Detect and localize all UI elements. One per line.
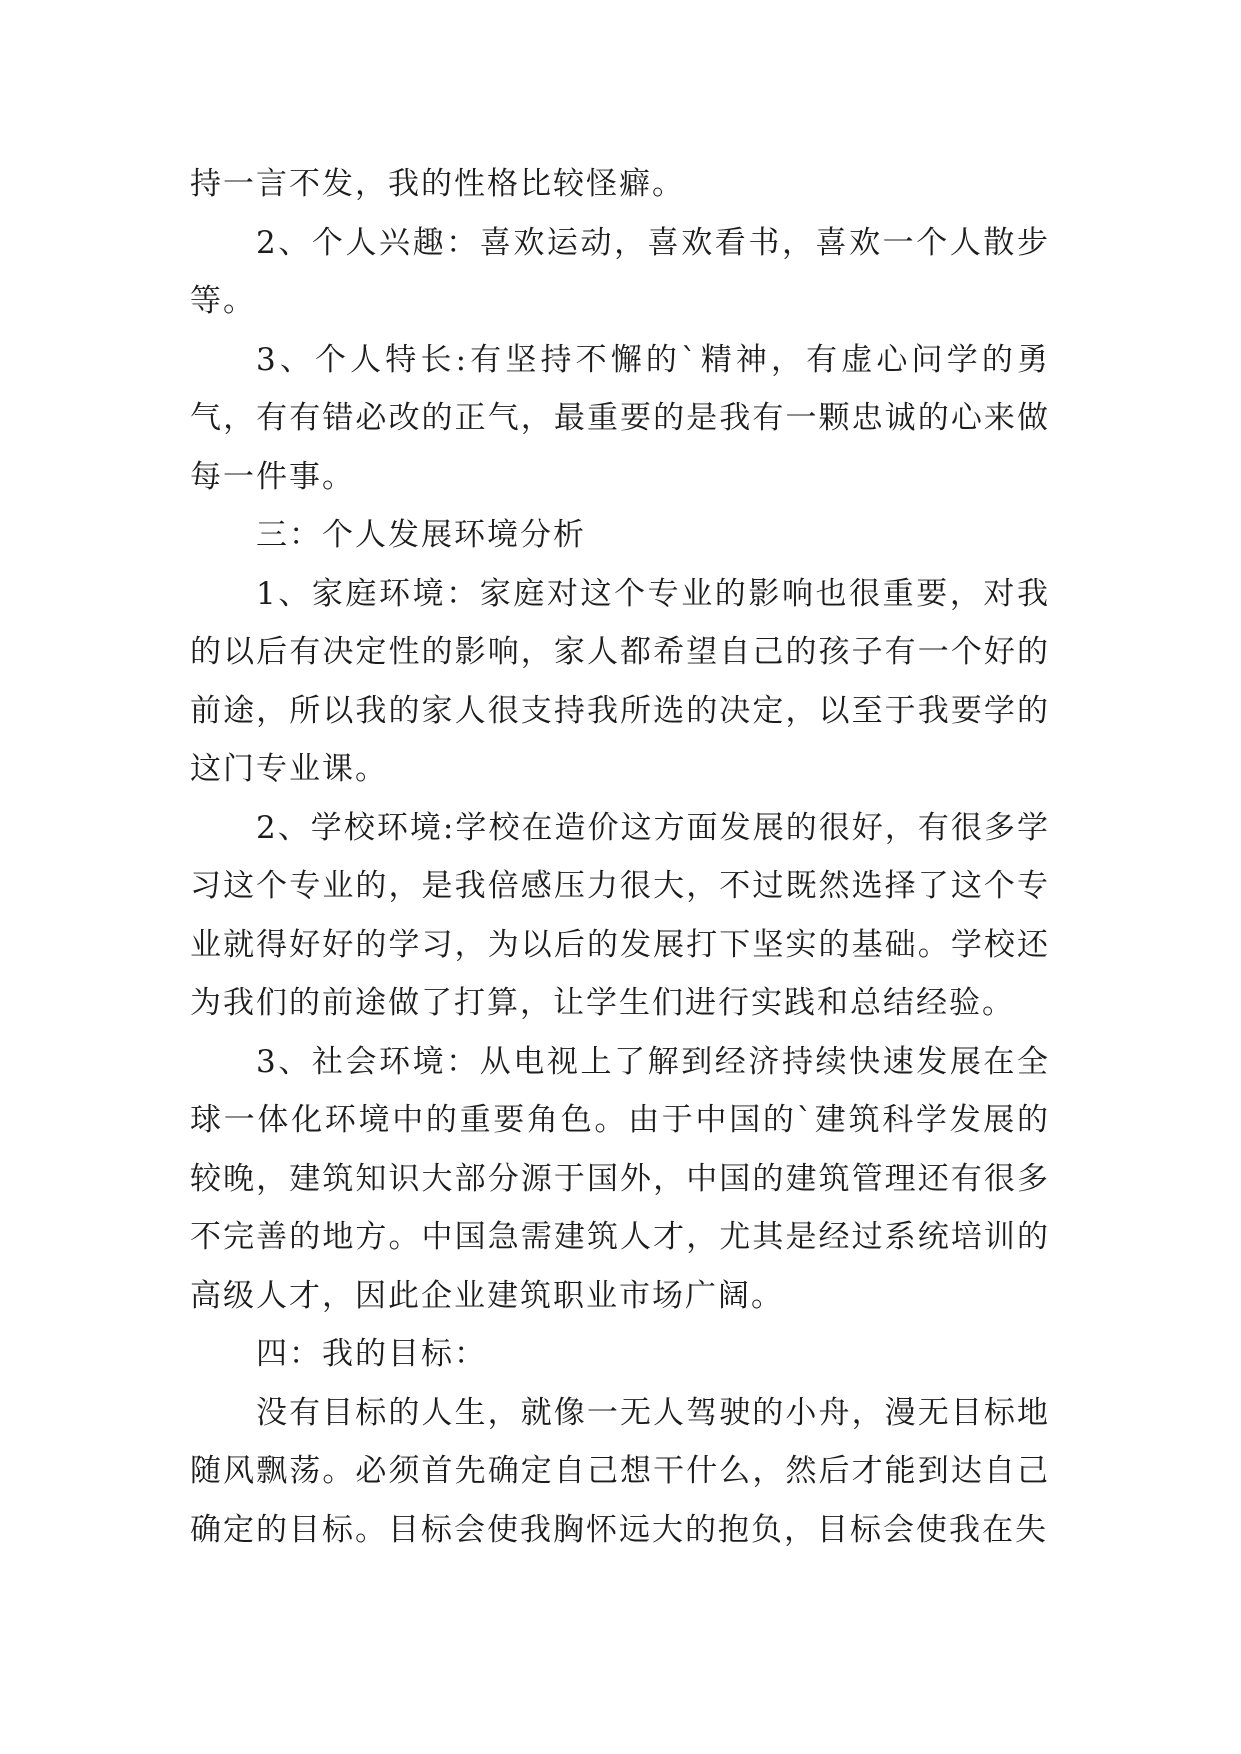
paragraph-goals-text: 没有目标的人生，就像一无人驾驶的小舟，漫无目标地随风飘荡。必须首先确定自己想干什么，然后才能到达自己确定的目标。目标会使我胸怀远大的抱负，目标会使我在失 bbox=[190, 1394, 1050, 1548]
paragraph-personality-end: 持一言不发，我的性格比较怪癖。 bbox=[190, 166, 685, 202]
document-body bbox=[190, 155, 1050, 1559]
paragraph-personal-strengths: 3、个人特长:有坚持不懈的`精神，有虚心问学的勇气，有有错必改的正气，最重要的是我有一颗忠诚的心来做每一件事。 bbox=[190, 341, 1050, 495]
section-heading-my-goals: 四：我的目标： bbox=[256, 1336, 487, 1372]
paragraph-personal-interests: 2、个人兴趣：喜欢运动，喜欢看书，喜欢一个人散步等。 bbox=[190, 224, 1050, 319]
paragraph-school-environment: 2、学校环境:学校在造价这方面发展的很好，有很多学习这个专业的，是我倍感压力很大，不过既然选择了这个专业就得好好的学习，为以后的发展打下坚实的基础。学校还为我们的前途做了打算，让学生们进行实践和总结经验。 bbox=[190, 809, 1050, 1021]
section-heading-environment-analysis: 三：个人发展环境分析 bbox=[256, 517, 586, 553]
paragraph-social-environment: 3、社会环境：从电视上了解到经济持续快速发展在全球一体化环境中的重要角色。由于中国的`建筑科学发展的较晚，建筑知识大部分源于国外，中国的建筑管理还有很多不完善的地方。中国急需建筑人才，尤其是经过系统培训的高级人才，因此企业建筑职业市场广阔。 bbox=[190, 1043, 1050, 1314]
paragraph-family-environment: 1、家庭环境：家庭对这个专业的影响也很重要，对我的以后有决定性的影响，家人都希望自己的孩子有一个好的前途，所以我的家人很支持我所选的决定，以至于我要学的这门专业课。 bbox=[190, 575, 1050, 787]
